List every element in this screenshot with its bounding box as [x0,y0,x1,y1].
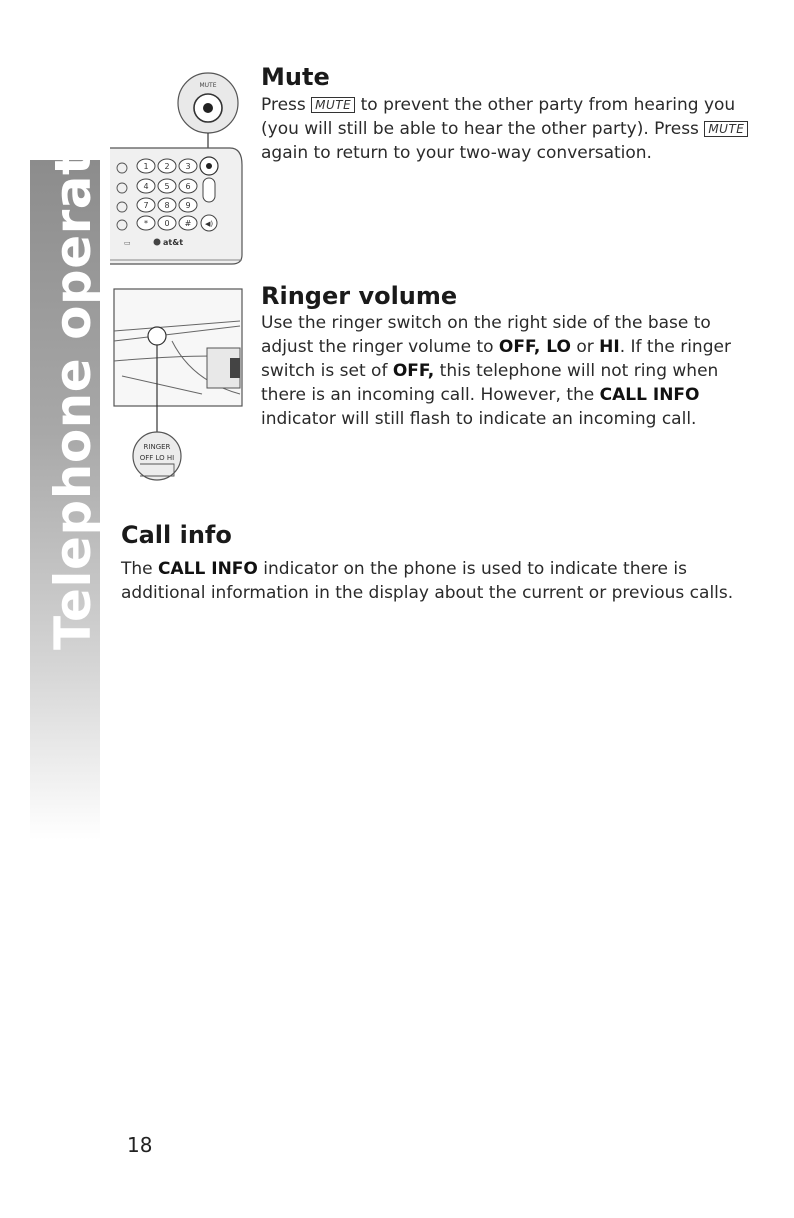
mute-paragraph: Press MUTE to prevent the other party from hearing you (you will still be able to hear the other party). Press MUTE again to return to your two-way conversation. [261,93,756,165]
ringer-volume-paragraph: Use the ringer switch on the right side of the base to adjust the ringer volume to OFF, LO or HI. If the ringer switch is set of OFF, this telephone will not ring when there is an incoming call. However, the CALL INFO indicator will still flash to indicate an incoming call. [261,313,731,429]
call-info-paragraph: The CALL INFO indicator on the phone is used to indicate there is additional information in the display about the current or previous calls. [121,559,734,603]
key-8: 8 [164,201,170,210]
section-title: Telephone operation [44,61,102,650]
key-6: 6 [185,182,191,191]
phone-keypad-illustration [110,70,245,265]
svg-text:◀): ◀) [204,220,214,228]
brand-logo: at&t [163,238,184,247]
ringer-volume-heading: Ringer volume [261,282,458,310]
mute-button-icon [203,103,213,113]
page-number: 18 [127,1133,153,1157]
key-star: * [144,219,148,228]
ringer-switch-options: OFF LO HI [139,454,175,462]
key-hash: # [184,219,192,228]
ringer-switch-label: RINGER [143,443,171,451]
mute-key-2: MUTE [704,121,748,137]
ringer-switch-illustration [112,286,247,486]
key-2: 2 [164,162,170,171]
call-info-heading: Call info [121,521,232,549]
mute-key: MUTE [311,97,355,113]
att-globe-icon [154,239,161,246]
key-5: 5 [164,182,170,191]
key-9: 9 [185,201,191,210]
svg-text:▭: ▭ [124,239,131,247]
key-4: 4 [143,182,149,191]
key-0: 0 [164,219,170,228]
key-1: 1 [143,162,149,171]
key-3: 3 [185,162,191,171]
mute-heading: Mute [261,63,330,91]
key-7: 7 [143,201,149,210]
mute-button-label: MUTE [199,82,217,89]
